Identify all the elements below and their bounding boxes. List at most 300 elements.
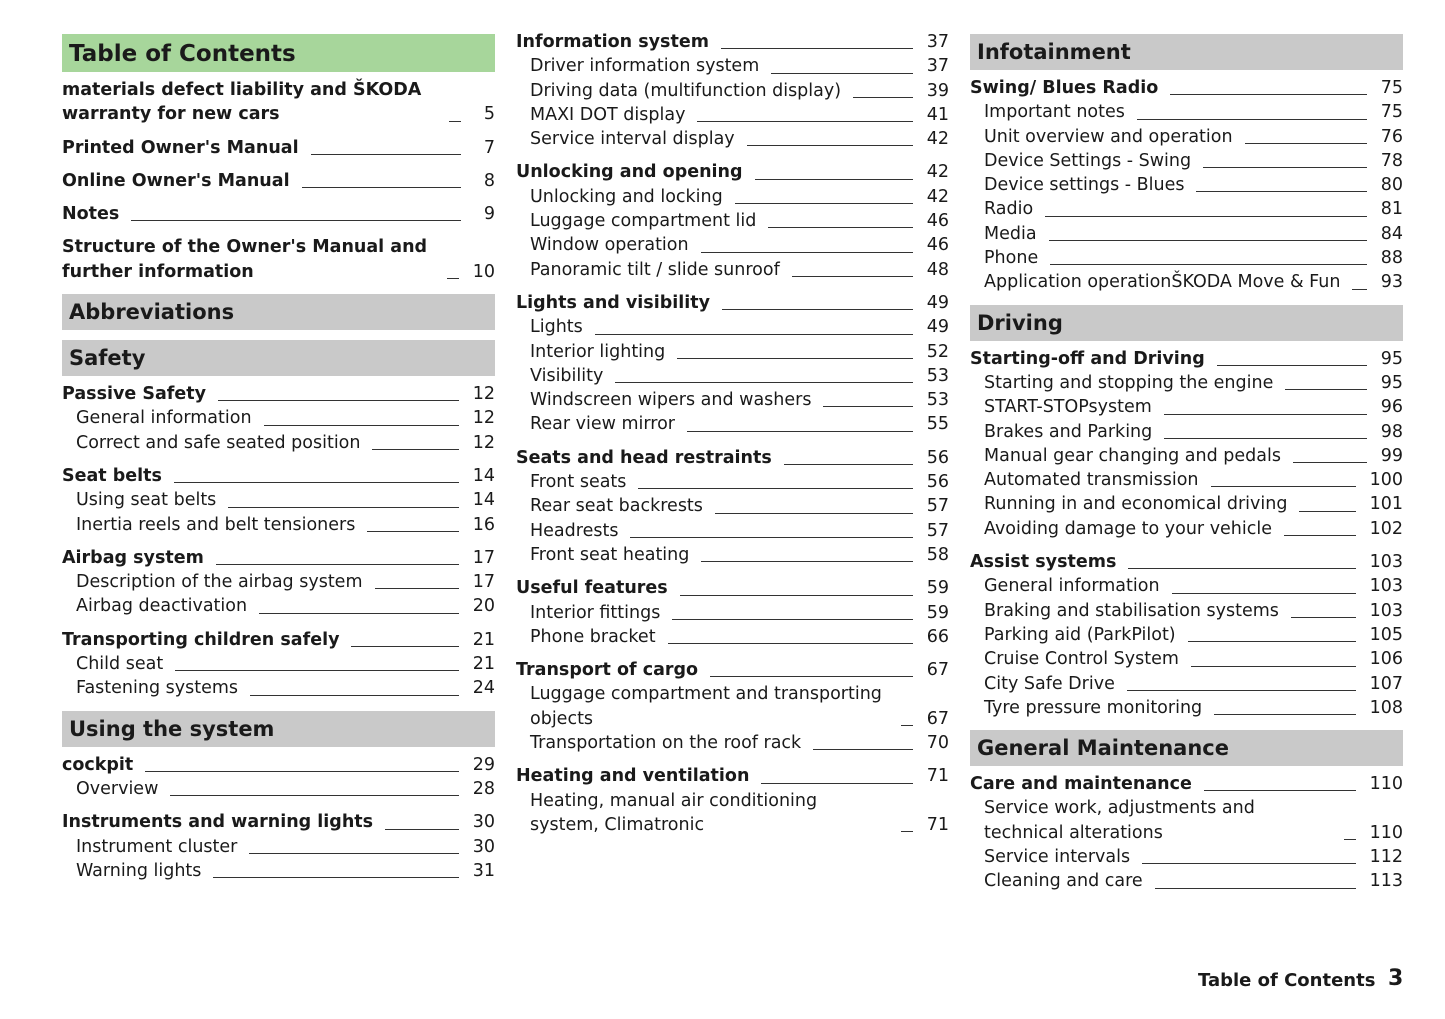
- toc-entry-title: Application operationŠKODA Move & Fun: [984, 272, 1341, 293]
- toc-chapter-cockpit[interactable]: [62, 753, 495, 777]
- leader-line: [1204, 790, 1356, 791]
- toc-entry-page: 103: [1369, 600, 1403, 621]
- toc-entry-title: Airbag deactivation: [76, 596, 248, 617]
- toc-entry-page: 70: [926, 733, 949, 754]
- leader-line: [1285, 389, 1366, 390]
- toc-entry-title: Heating and ventilation: [516, 766, 750, 787]
- toc-entry-title: Driving data (multifunction display): [530, 80, 842, 101]
- toc-entry-service-intervals[interactable]: [970, 845, 1403, 869]
- toc-entry-phone-bracket[interactable]: [516, 625, 949, 649]
- toc-entry-page: 49: [926, 317, 949, 338]
- toc-entry-page: 57: [926, 520, 949, 541]
- leader-line: [447, 278, 459, 279]
- toc-entry-title: Transportation on the roof rack: [530, 733, 802, 754]
- leader-line: [768, 227, 912, 228]
- toc-entry-service-interval-display[interactable]: [516, 127, 949, 151]
- leader-line: [680, 595, 913, 596]
- leader-line: [131, 220, 461, 221]
- toc-entry-page: 112: [1369, 847, 1403, 868]
- leader-line: [1045, 216, 1367, 217]
- toc-entry-page: 71: [926, 766, 949, 787]
- toc-entry-page: 59: [926, 578, 949, 599]
- toc-entry-title: START-STOPsystem: [984, 397, 1152, 418]
- toc-entry-page: 9: [483, 204, 495, 225]
- leader-line: [175, 670, 459, 671]
- toc-column-left: [62, 30, 495, 883]
- toc-entry-title: Panoramic tilt / slide sunroof: [530, 259, 780, 280]
- toc-entry-title: Inertia reels and belt tensioners: [76, 514, 356, 535]
- toc-chapter-notes[interactable]: [62, 202, 495, 226]
- leader-line: [1188, 641, 1356, 642]
- toc-entry-starting-and-stopping-the-engine[interactable]: [970, 371, 1403, 395]
- leader-line: [755, 179, 913, 180]
- toc-entry-heating-manual-air-conditioning-system-climatronic[interactable]: [516, 789, 949, 838]
- toc-entry-page: 57: [926, 496, 949, 517]
- toc-entry-page: 105: [1369, 624, 1403, 645]
- toc-entry-page: 5: [483, 104, 495, 125]
- toc-entry-title: Lights: [530, 317, 583, 338]
- toc-entry-page: 42: [926, 186, 949, 207]
- leader-line: [722, 309, 913, 310]
- toc-entry-page: 14: [472, 490, 495, 511]
- leader-line: [1128, 568, 1355, 569]
- toc-chapter-assist-systems[interactable]: [970, 550, 1403, 574]
- toc-entry-phone[interactable]: [970, 246, 1403, 270]
- section-header-general-maintenance: General Maintenance: [970, 730, 1403, 766]
- toc-chapter-transport-of-cargo[interactable]: [516, 658, 949, 682]
- toc-entry-instrument-cluster[interactable]: [62, 835, 495, 859]
- toc-entry-title: Automated transmission: [984, 470, 1199, 491]
- toc-entry-page: 46: [926, 235, 949, 256]
- toc-entry-page: 31: [472, 860, 495, 881]
- toc-entry-title: Driver information system: [530, 56, 760, 77]
- leader-line: [250, 695, 459, 696]
- toc-entry-title: Luggage compartment and transporting objects: [530, 684, 882, 729]
- toc-entry-start-stopsystem[interactable]: [970, 395, 1403, 419]
- toc-entry-title: Seats and head restraints: [516, 447, 772, 468]
- leader-line: [1344, 839, 1356, 840]
- toc-entry-title: Transporting children safely: [62, 629, 340, 650]
- toc-entry-tyre-pressure-monitoring[interactable]: [970, 696, 1403, 720]
- toc-entry-page: 12: [472, 432, 495, 453]
- toc-entry-title: Windscreen wipers and washers: [530, 390, 812, 411]
- leader-line: [1142, 863, 1356, 864]
- toc-entry-title: Headrests: [530, 520, 619, 541]
- toc-entry-page: 16: [472, 514, 495, 535]
- toc-entry-title: Transport of cargo: [516, 660, 699, 681]
- toc-entry-page: 108: [1369, 697, 1403, 718]
- leader-line: [1203, 167, 1367, 168]
- toc-entry-page: 48: [926, 259, 949, 280]
- leader-line: [1217, 365, 1367, 366]
- toc-entry-windscreen-wipers-and-washers[interactable]: [516, 388, 949, 412]
- toc-entry-title: Important notes: [984, 102, 1125, 123]
- leader-line: [1299, 511, 1355, 512]
- toc-entry-warning-lights[interactable]: [62, 859, 495, 883]
- toc-entry-page: 98: [1380, 421, 1403, 442]
- toc-entry-page: 8: [483, 170, 495, 191]
- leader-line: [1127, 690, 1356, 691]
- toc-entry-page: 99: [1380, 445, 1403, 466]
- toc-entry-page: 81: [1380, 199, 1403, 220]
- leader-line: [259, 613, 459, 614]
- leader-line: [721, 48, 913, 49]
- toc-entry-headrests[interactable]: [516, 519, 949, 543]
- toc-entry-braking-and-stabilisation-systems[interactable]: [970, 599, 1403, 623]
- toc-entry-luggage-compartment-lid[interactable]: [516, 209, 949, 233]
- toc-entry-front-seat-heating[interactable]: [516, 543, 949, 567]
- toc-entry-page: 106: [1369, 649, 1403, 670]
- toc-entry-title: Printed Owner's Manual: [62, 137, 299, 158]
- toc-entry-front-seats[interactable]: [516, 470, 949, 494]
- leader-line: [1284, 535, 1356, 536]
- toc-entry-title: Avoiding damage to your vehicle: [984, 518, 1273, 539]
- leader-line: [1196, 191, 1366, 192]
- toc-entry-child-seat[interactable]: [62, 652, 495, 676]
- leader-line: [792, 276, 913, 277]
- toc-entry-page: 67: [926, 708, 949, 729]
- leader-line: [1164, 438, 1366, 439]
- toc-entry-title: Cleaning and care: [984, 871, 1143, 892]
- toc-entry-lights[interactable]: [516, 315, 949, 339]
- toc-entry-cruise-control-system[interactable]: [970, 647, 1403, 671]
- toc-entry-general-information[interactable]: [970, 574, 1403, 598]
- toc-entry-title: Interior lighting: [530, 341, 666, 362]
- section-header-safety: Safety: [62, 340, 495, 376]
- toc-chapter-transporting-children-safely[interactable]: [62, 628, 495, 652]
- page-number: 3: [1388, 966, 1404, 991]
- leader-line: [595, 334, 913, 335]
- toc-entry-title: Instrument cluster: [76, 836, 238, 857]
- toc-entry-page: 101: [1369, 494, 1403, 515]
- toc-entry-airbag-deactivation[interactable]: [62, 594, 495, 618]
- toc-column-middle: [516, 30, 949, 837]
- toc-entry-page: 53: [926, 365, 949, 386]
- toc-chapter-online-owner-s-manual[interactable]: [62, 169, 495, 193]
- leader-line: [1293, 462, 1367, 463]
- toc-entry-title: Instruments and warning lights: [62, 812, 374, 833]
- toc-entry-page: 113: [1369, 871, 1403, 892]
- toc-entry-title: Front seat heating: [530, 544, 690, 565]
- toc-entry-title: Useful features: [516, 578, 668, 599]
- toc-entry-page: 58: [926, 544, 949, 565]
- toc-entry-page: 75: [1380, 78, 1403, 98]
- toc-entry-title: Phone: [984, 248, 1039, 269]
- toc-entry-running-in-and-economical-driving[interactable]: [970, 492, 1403, 516]
- toc-entry-page: 55: [926, 414, 949, 435]
- toc-entry-general-information[interactable]: [62, 406, 495, 430]
- toc-entry-page: 96: [1380, 397, 1403, 418]
- toc-entry-interior-lighting[interactable]: [516, 340, 949, 364]
- toc-entry-unit-overview-and-operation[interactable]: [970, 125, 1403, 149]
- toc-entry-cleaning-and-care[interactable]: [970, 869, 1403, 893]
- toc-chapter-care-and-maintenance[interactable]: [970, 772, 1403, 796]
- toc-entry-page: 39: [926, 80, 949, 101]
- leader-line: [630, 537, 912, 538]
- toc-chapter-printed-owner-s-manual[interactable]: [62, 136, 495, 160]
- toc-chapter-lights-and-visibility[interactable]: [516, 291, 949, 315]
- toc-entry-page: 37: [926, 56, 949, 77]
- toc-chapter-heating-and-ventilation[interactable]: [516, 764, 949, 788]
- toc-entry-visibility[interactable]: [516, 364, 949, 388]
- toc-entry-page: 30: [472, 836, 495, 857]
- leader-line: [302, 187, 461, 188]
- toc-chapter-instruments-and-warning-lights[interactable]: [62, 810, 495, 834]
- toc-entry-title: Service work, adjustments and technical alterations: [984, 798, 1255, 843]
- leader-line: [249, 853, 458, 854]
- toc-entry-page: 12: [472, 384, 495, 405]
- toc-entry-important-notes[interactable]: [970, 100, 1403, 124]
- leader-line: [1172, 593, 1356, 594]
- leader-line: [216, 564, 459, 565]
- toc-entry-page: 56: [926, 472, 949, 493]
- leader-line: [264, 425, 459, 426]
- toc-chapter-structure-of-the-owner-s-manual-and-further-information[interactable]: [62, 235, 495, 284]
- toc-entry-title: cockpit: [62, 754, 134, 775]
- toc-entry-page: 28: [472, 778, 495, 799]
- leader-line: [701, 252, 913, 253]
- toc-entry-page: 103: [1369, 576, 1403, 597]
- toc-entry-title: Unit overview and operation: [984, 126, 1233, 147]
- toc-entry-device-settings-swing[interactable]: [970, 149, 1403, 173]
- toc-entry-page: 21: [472, 654, 495, 675]
- toc-entry-title: Manual gear changing and pedals: [984, 445, 1281, 466]
- leader-line: [638, 488, 912, 489]
- toc-entry-title: Braking and stabilisation systems: [984, 600, 1279, 621]
- toc-entry-page: 29: [472, 754, 495, 775]
- toc-entry-title: Child seat: [76, 654, 164, 675]
- toc-entry-service-work-adjustments-and-technical-alterations[interactable]: [970, 796, 1403, 845]
- footer-title: Table of Contents: [1198, 970, 1376, 991]
- leader-line: [1245, 143, 1367, 144]
- section-header-driving: Driving: [970, 305, 1403, 341]
- toc-entry-page: 59: [926, 602, 949, 623]
- leader-line: [170, 795, 458, 796]
- toc-entry-page: 93: [1380, 272, 1403, 293]
- toc-entry-description-of-the-airbag-system[interactable]: [62, 570, 495, 594]
- toc-entry-city-safe-drive[interactable]: [970, 672, 1403, 696]
- toc-entry-title: Window operation: [530, 235, 689, 256]
- toc-entry-page: 88: [1380, 248, 1403, 269]
- toc-chapter-passive-safety[interactable]: [62, 382, 495, 406]
- leader-line: [853, 97, 913, 98]
- leader-line: [697, 121, 912, 122]
- leader-line: [615, 382, 912, 383]
- toc-chapter-starting-off-and-driving[interactable]: [970, 347, 1403, 371]
- toc-entry-title: Correct and safe seated position: [76, 432, 361, 453]
- toc-entry-title: Description of the airbag system: [76, 572, 363, 593]
- toc-entry-page: 107: [1369, 673, 1403, 694]
- toc-entry-title: City Safe Drive: [984, 673, 1115, 694]
- leader-line: [1050, 264, 1367, 265]
- leader-line: [710, 676, 913, 677]
- toc-entry-title: Swing/ Blues Radio: [970, 78, 1159, 98]
- leader-line: [218, 400, 459, 401]
- toc-entry-title: Front seats: [530, 472, 627, 493]
- toc-entry-transportation-on-the-roof-rack[interactable]: [516, 731, 949, 755]
- toc-entry-page: 95: [1380, 372, 1403, 393]
- leader-line: [901, 725, 913, 726]
- toc-entry-title: Care and maintenance: [970, 774, 1192, 795]
- toc-entry-maxi-dot-display[interactable]: [516, 103, 949, 127]
- toc-entry-title: Starting-off and Driving: [970, 348, 1205, 369]
- toc-entry-device-settings-blues[interactable]: [970, 173, 1403, 197]
- toc-entry-title: Interior fittings: [530, 602, 661, 623]
- toc-entry-title: Service intervals: [984, 847, 1131, 868]
- toc-entry-title: Media: [984, 223, 1037, 244]
- toc-entry-title: Unlocking and locking: [530, 186, 723, 207]
- toc-chapter-seat-belts[interactable]: [62, 464, 495, 488]
- leader-line: [784, 464, 913, 465]
- leader-line: [311, 154, 461, 155]
- leader-line: [677, 358, 912, 359]
- toc-entry-title: Using seat belts: [76, 490, 217, 511]
- leader-line: [672, 619, 912, 620]
- toc-entry-driver-information-system[interactable]: [516, 54, 949, 78]
- toc-entry-media[interactable]: [970, 222, 1403, 246]
- toc-entry-page: 110: [1369, 822, 1403, 843]
- toc-entry-page: 75: [1380, 102, 1403, 123]
- leader-line: [385, 829, 459, 830]
- toc-chapter-airbag-system[interactable]: [62, 546, 495, 570]
- toc-entry-brakes-and-parking[interactable]: [970, 420, 1403, 444]
- toc-entry-page: 24: [472, 678, 495, 699]
- leader-line: [1049, 240, 1367, 241]
- leader-line: [351, 646, 458, 647]
- toc-chapter-swing-blues-radio[interactable]: [970, 76, 1403, 100]
- leader-line: [1170, 94, 1366, 95]
- leader-line: [174, 482, 459, 483]
- leader-line: [771, 73, 912, 74]
- toc-entry-title: Warning lights: [76, 860, 202, 881]
- toc-entry-page: 95: [1380, 348, 1403, 369]
- toc-chapter-materials-defect-liability-and-koda-warranty-for-new-cars[interactable]: [62, 78, 495, 127]
- toc-entry-title: Tyre pressure monitoring: [984, 697, 1203, 718]
- toc-entry-title: Rear view mirror: [530, 414, 675, 435]
- toc-entry-title: materials defect liability and ŠKODA warranty for new cars: [62, 80, 422, 125]
- toc-entry-luggage-compartment-and-transporting-objects[interactable]: [516, 682, 949, 731]
- toc-entry-interior-fittings[interactable]: [516, 601, 949, 625]
- leader-line: [1164, 414, 1367, 415]
- toc-entry-page: 67: [926, 660, 949, 681]
- toc-entry-title: Service interval display: [530, 129, 735, 150]
- section-header-using-the-system: Using the system: [62, 711, 495, 747]
- toc-entry-page: 17: [472, 572, 495, 593]
- leader-line: [1352, 289, 1366, 290]
- toc-entry-manual-gear-changing-and-pedals[interactable]: [970, 444, 1403, 468]
- section-header-infotainment: Infotainment: [970, 34, 1403, 70]
- leader-line: [735, 203, 913, 204]
- toc-entry-page: 7: [483, 137, 495, 158]
- toc-entry-title: Luggage compartment lid: [530, 211, 757, 232]
- toc-entry-window-operation[interactable]: [516, 233, 949, 257]
- toc-entry-title: Assist systems: [970, 552, 1117, 573]
- toc-entry-title: Rear seat backrests: [530, 496, 703, 517]
- toc-entry-page: 52: [926, 341, 949, 362]
- leader-line: [823, 406, 912, 407]
- toc-entry-title: Radio: [984, 199, 1034, 220]
- toc-entry-title: Heating, manual air conditioning system, Climatronic: [530, 790, 818, 835]
- toc-entry-page: 17: [472, 547, 495, 568]
- toc-entry-parking-aid-parkpilot[interactable]: [970, 623, 1403, 647]
- toc-entry-overview[interactable]: [62, 777, 495, 801]
- toc-entry-page: 80: [1380, 175, 1403, 196]
- toc-entry-page: 102: [1369, 518, 1403, 539]
- leader-line: [228, 507, 458, 508]
- toc-entry-page: 42: [926, 129, 949, 150]
- toc-entry-using-seat-belts[interactable]: [62, 488, 495, 512]
- toc-entry-title: Fastening systems: [76, 678, 239, 699]
- toc-entry-page: 21: [472, 629, 495, 650]
- leader-line: [701, 561, 912, 562]
- leader-line: [715, 513, 913, 514]
- leader-line: [375, 588, 459, 589]
- leader-line: [1214, 714, 1355, 715]
- toc-entry-title: Device settings - Blues: [984, 175, 1185, 196]
- leader-line: [449, 121, 461, 122]
- toc-entry-page: 10: [472, 261, 495, 282]
- toc-entry-title: Airbag system: [62, 547, 204, 568]
- toc-entry-radio[interactable]: [970, 197, 1403, 221]
- leader-line: [668, 643, 913, 644]
- toc-entry-rear-seat-backrests[interactable]: [516, 494, 949, 518]
- leader-line: [367, 531, 458, 532]
- toc-entry-driving-data-multifunction-display[interactable]: [516, 79, 949, 103]
- toc-entry-title: Notes: [62, 204, 120, 225]
- toc-entry-panoramic-tilt-slide-sunroof[interactable]: [516, 258, 949, 282]
- toc-entry-title: General information: [984, 576, 1160, 597]
- toc-entry-title: Brakes and Parking: [984, 421, 1153, 442]
- toc-column-right: [970, 30, 1403, 894]
- toc-entry-page: 49: [926, 292, 949, 313]
- toc-entry-page: 76: [1380, 126, 1403, 147]
- toc-entry-rear-view-mirror[interactable]: [516, 412, 949, 436]
- toc-entry-title: Device Settings - Swing: [984, 150, 1192, 171]
- toc-entry-page: 66: [926, 626, 949, 647]
- toc-entry-title: General information: [76, 408, 252, 429]
- toc-entry-title: Passive Safety: [62, 384, 207, 405]
- leader-line: [1211, 486, 1356, 487]
- toc-entry-title: Lights and visibility: [516, 292, 711, 313]
- toc-entry-title: Unlocking and opening: [516, 162, 743, 183]
- toc-entry-page: 46: [926, 211, 949, 232]
- toc-entry-inertia-reels-and-belt-tensioners[interactable]: [62, 513, 495, 537]
- toc-entry-fastening-systems[interactable]: [62, 676, 495, 700]
- toc-entry-automated-transmission[interactable]: [970, 468, 1403, 492]
- toc-entry-page: 110: [1369, 774, 1403, 795]
- toc-entry-title: Running in and economical driving: [984, 494, 1288, 515]
- leader-line: [687, 431, 913, 432]
- toc-entry-page: 53: [926, 390, 949, 411]
- toc-entry-correct-and-safe-seated-position[interactable]: [62, 431, 495, 455]
- leader-line: [761, 783, 912, 784]
- toc-entry-title: Phone bracket: [530, 626, 656, 647]
- toc-chapter-seats-and-head-restraints[interactable]: [516, 446, 949, 470]
- toc-chapter-information-system[interactable]: [516, 30, 949, 54]
- toc-chapter-unlocking-and-opening[interactable]: [516, 160, 949, 184]
- toc-entry-unlocking-and-locking[interactable]: [516, 185, 949, 209]
- toc-entry-page: 37: [926, 32, 949, 52]
- leader-line: [813, 749, 913, 750]
- toc-entry-avoiding-damage-to-your-vehicle[interactable]: [970, 517, 1403, 541]
- toc-entry-application-operation-koda-move-fun[interactable]: [970, 270, 1403, 294]
- toc-chapter-useful-features[interactable]: [516, 576, 949, 600]
- leader-line: [1291, 617, 1356, 618]
- toc-entry-page: 71: [926, 814, 949, 835]
- leader-line: [1191, 666, 1356, 667]
- toc-entry-title: Cruise Control System: [984, 649, 1179, 670]
- toc-entry-title: Information system: [516, 32, 709, 52]
